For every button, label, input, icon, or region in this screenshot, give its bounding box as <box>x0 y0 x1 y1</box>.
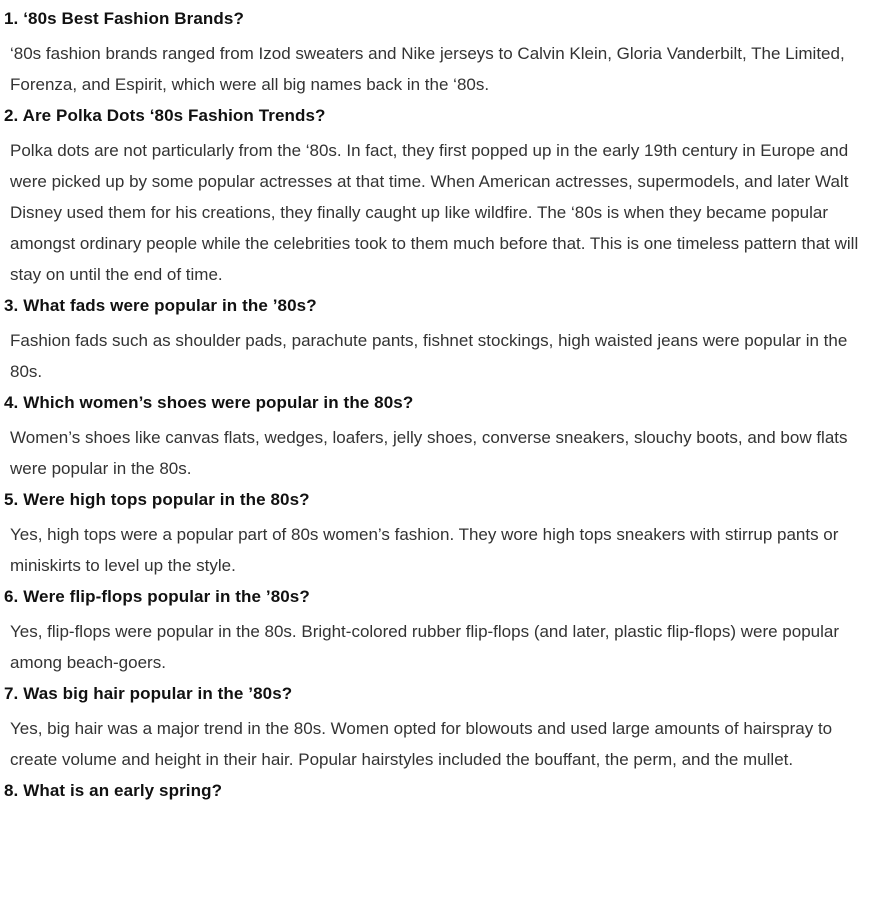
faq-list <box>4 6 874 810</box>
faq-item-6 <box>4 584 874 678</box>
faq-item-7 <box>4 681 874 775</box>
faq-question-3: 3. What fads were popular in the ’80s? <box>4 296 317 315</box>
faq-item-3 <box>4 293 874 387</box>
faq-answer-2: Polka dots are not particularly from the ‘80s. In fact, they first popped up in the early 19th century in Europe and were picked up by some popular actresses at that time. When American actresses, supermodels, and later Walt Disney used them for his creations, they finally caught up like wildfire. The ‘80s is when they became popular amongst ordinary people while the celebrities took to them much before that. This is one timeless pattern that will stay on until the end of time. <box>10 141 859 284</box>
faq-answer-3: Fashion fads such as shoulder pads, parachute pants, fishnet stockings, high waisted jeans were popular in the 80s. <box>10 331 848 381</box>
faq-item-2 <box>4 103 874 290</box>
faq-question-6: 6. Were flip-flops popular in the ’80s? <box>4 587 310 606</box>
faq-item-5 <box>4 487 874 581</box>
faq-question-2: 2. Are Polka Dots ‘80s Fashion Trends? <box>4 106 326 125</box>
faq-item-1 <box>4 6 874 100</box>
faq-answer-1: ‘80s fashion brands ranged from Izod sweaters and Nike jerseys to Calvin Klein, Gloria Vanderbilt, The Limited, Forenza, and Espirit, which were all big names back in the ‘80s. <box>10 44 845 94</box>
faq-question-8: 8. What is an early spring? <box>4 781 223 800</box>
faq-question-4: 4. Which women’s shoes were popular in the 80s? <box>4 393 414 412</box>
faq-answer-7: Yes, big hair was a major trend in the 80s. Women opted for blowouts and used large amounts of hairspray to create volume and height in their hair. Popular hairstyles included the bouffant, the perm, and the mullet. <box>10 719 833 769</box>
faq-item-8 <box>4 778 874 804</box>
faq-question-5: 5. Were high tops popular in the 80s? <box>4 490 310 509</box>
faq-answer-4: Women’s shoes like canvas flats, wedges, loafers, jelly shoes, converse sneakers, slouchy boots, and bow flats were popular in the 80s. <box>10 428 848 478</box>
faq-question-7: 7. Was big hair popular in the ’80s? <box>4 684 293 703</box>
faq-question-1: 1. ‘80s Best Fashion Brands? <box>4 9 244 28</box>
faq-answer-6: Yes, flip-flops were popular in the 80s. Bright-colored rubber flip-flops (and later, plastic flip-flops) were popular among beach-goers. <box>10 622 840 672</box>
faq-answer-5: Yes, high tops were a popular part of 80s women’s fashion. They wore high tops sneakers with stirrup pants or miniskirts to level up the style. <box>10 525 839 575</box>
faq-item-4 <box>4 390 874 484</box>
